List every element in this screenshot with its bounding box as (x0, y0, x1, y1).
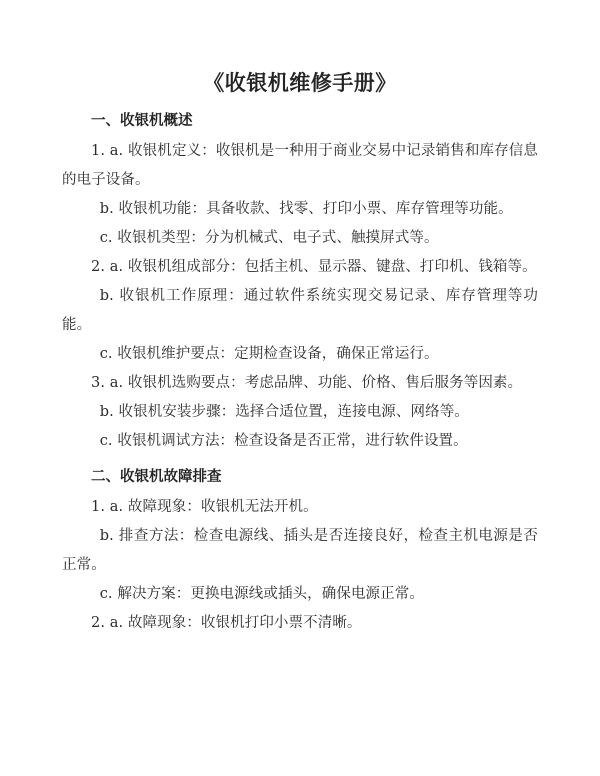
list-item-marker: 3. a. (91, 375, 124, 391)
list-item-text: 收银机维护要点：定期检查设备，确保正常运行。 (117, 346, 439, 362)
list-item-text: 收银机类型：分为机械式、电子式、触摸屏式等。 (117, 230, 439, 246)
list-item-text: 收银机工作原理：通过软件系统实现交易记录、库存管理等功能。 (62, 288, 538, 333)
list-item-marker: 1. a. (91, 143, 124, 159)
list-item-marker: 2. a. (91, 259, 124, 275)
list-item (62, 580, 538, 609)
list-item (62, 398, 538, 427)
list-item-text: 排查方法：检查电源线、插头是否连接良好，检查主机电源是否正常。 (62, 528, 538, 573)
list-item-text: 故障现象：收银机打印小票不清晰。 (127, 615, 362, 631)
section-heading-2: 二、收银机故障排查 (91, 468, 222, 485)
list-item-marker: b. (99, 528, 114, 544)
list-item-text: 收银机功能：具备收款、找零、打印小票、库存管理等功能。 (118, 201, 513, 217)
list-item (62, 224, 538, 253)
section-1-body (62, 135, 538, 456)
list-item-marker: b. (99, 288, 114, 304)
page-title: 《收银机维修手册》 (203, 70, 397, 95)
list-item-marker: 1. a. (91, 499, 124, 515)
list-item-text: 解决方案：更换电源线或插头，确保电源正常。 (117, 586, 424, 602)
list-item-marker: c. (99, 346, 113, 362)
list-item-marker: c. (99, 230, 113, 246)
list-item-text: 收银机选购要点：考虑品牌、功能、价格、售后服务等因素。 (127, 375, 523, 391)
list-item-text: 收银机组成部分：包括主机、显示器、键盘、打印机、钱箱等。 (127, 259, 537, 275)
document-section-1 (62, 98, 538, 456)
document-section-2 (62, 456, 538, 638)
list-item-text: 收银机定义：收银机是一种用于商业交易中记录销售和库存信息的电子设备。 (62, 143, 538, 188)
section-2-body (62, 491, 538, 638)
list-item-marker: b. (99, 404, 114, 420)
list-item (62, 369, 538, 398)
list-item (62, 340, 538, 369)
list-item-marker: 2. a. (91, 615, 124, 631)
list-item (62, 427, 538, 456)
section-heading-1: 一、收银机概述 (91, 112, 193, 129)
list-item (62, 609, 538, 638)
list-item (62, 195, 538, 224)
list-item (62, 137, 538, 195)
list-item-text: 收银机调试方法：检查设备是否正常，进行软件设置。 (117, 433, 468, 449)
list-item (62, 253, 538, 282)
list-item (62, 493, 538, 522)
list-item-marker: c. (99, 586, 113, 602)
list-item-text: 故障现象：收银机无法开机。 (127, 499, 318, 515)
list-item-marker: b. (99, 201, 114, 217)
list-item-text: 收银机安装步骤：选择合适位置，连接电源、网络等。 (118, 404, 469, 420)
list-item (62, 282, 538, 340)
list-item (62, 522, 538, 580)
list-item-marker: c. (99, 433, 113, 449)
